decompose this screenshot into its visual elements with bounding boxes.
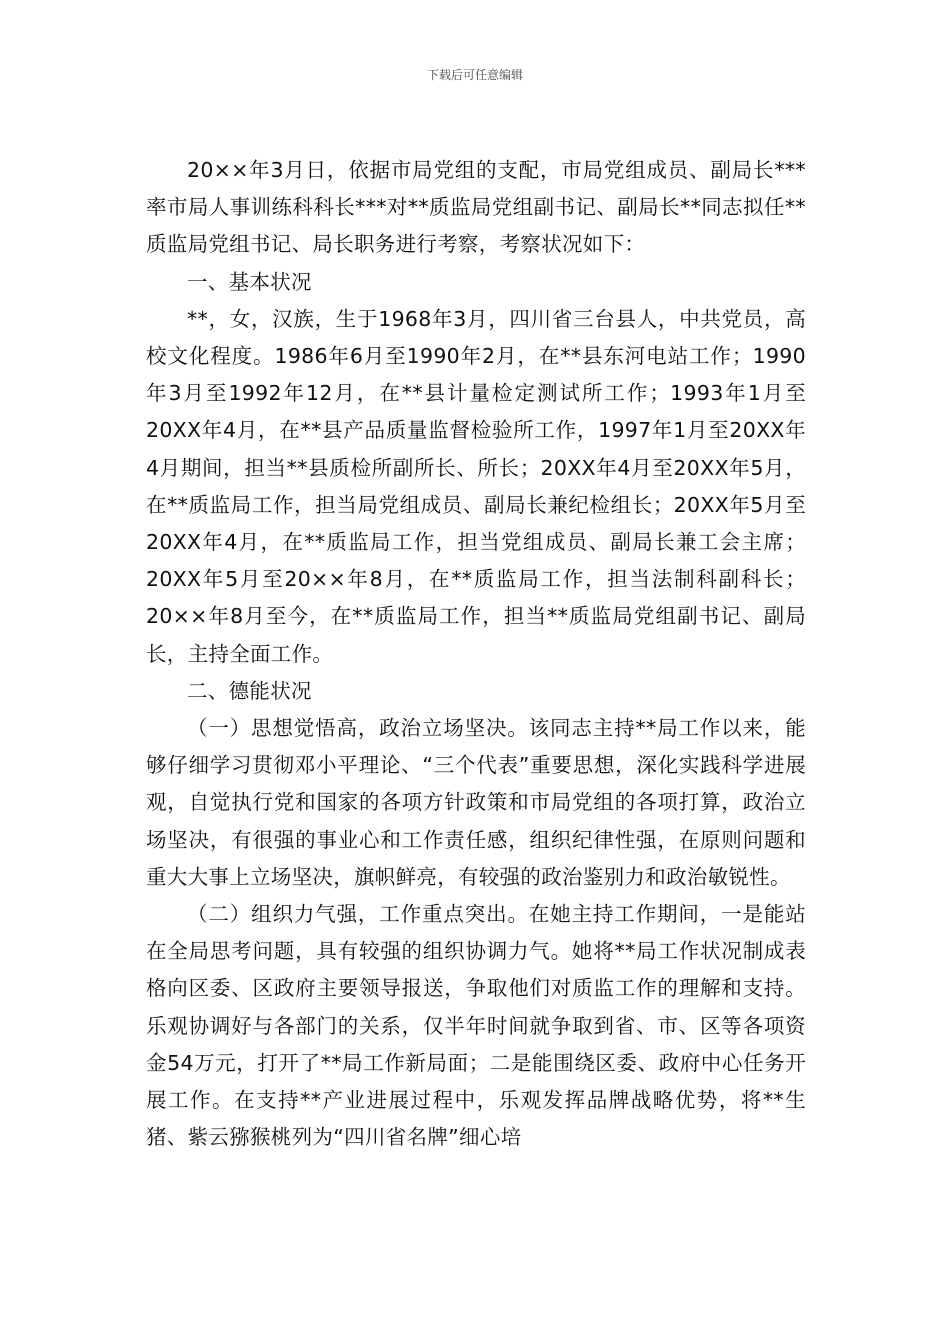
document-body bbox=[146, 152, 806, 1156]
paragraph-ability-2: （二）组织力气强，工作重点突出。在她主持工作期间，一是能站在全局思考问题，具有较强的组织协调力气。她将**局工作状况制成表格向区委、区政府主要领导报送，争取他们对质监工作的理解和支持。乐观协调好与各部门的关系，仅半年时间就争取到省、市、区等各项资金54万元，打开了**局工作新局面；二是能围绕区委、政府中心任务开展工作。在支持**产业进展过程中，乐观发挥品牌战略优势，将**生猪、紫云猕猴桃列为“四川省名牌”细心培 bbox=[146, 902, 806, 1150]
section-heading-ability: 二、德能状况 bbox=[187, 678, 312, 703]
paragraph-ability-1: （一）思想觉悟高，政治立场坚决。该同志主持**局工作以来，能够仔细学习贯彻邓小平理论、“三个代表”重要思想，深化实践科学进展观，自觉执行党和国家的各项方针政策和市局党组的各项打算，政治立场坚决，有很强的事业心和工作责任感，组织纪律性强，在原则问题和重大大事上立场坚决，旗帜鲜亮，有较强的政治鉴别力和政治敏锐性。 bbox=[146, 716, 806, 889]
section-heading-basic: 一、基本状况 bbox=[187, 269, 312, 294]
paragraph-basic-info: **，女，汉族，生于1968年3月，四川省三台县人，中共党员，高校文化程度。1986年6月至1990年2月，在**县东河电站工作；1990年3月至1992年12月，在**县计量检定测试所工作；1993年1月至20XX年4月，在**县产品质量监督检验所工作，1997年1月至20XX年4月期间，担当**县质检所副所长、所长；20XX年4月至20XX年5月，在**质监局工作，担当局党组成员、副局长兼纪检组长；20XX年5月至20XX年4月，在**质监局工作，担当党组成员、副局长兼工会主席；20XX年5月至20××年8月，在**质监局工作，担当法制科副科长；20××年8月至今，在**质监局工作，担当**质监局党组副书记、副局长，主持全面工作。 bbox=[146, 306, 806, 666]
header-note: 下载后可任意编辑 bbox=[426, 68, 523, 82]
paragraph-intro: 20××年3月日，依据市局党组的支配，市局党组成员、副局长***率市局人事训练科科长***对**质监局党组副书记、副局长**同志拟任**质监局党组书记、局长职务进行考察，考察状况如下： bbox=[146, 158, 806, 257]
